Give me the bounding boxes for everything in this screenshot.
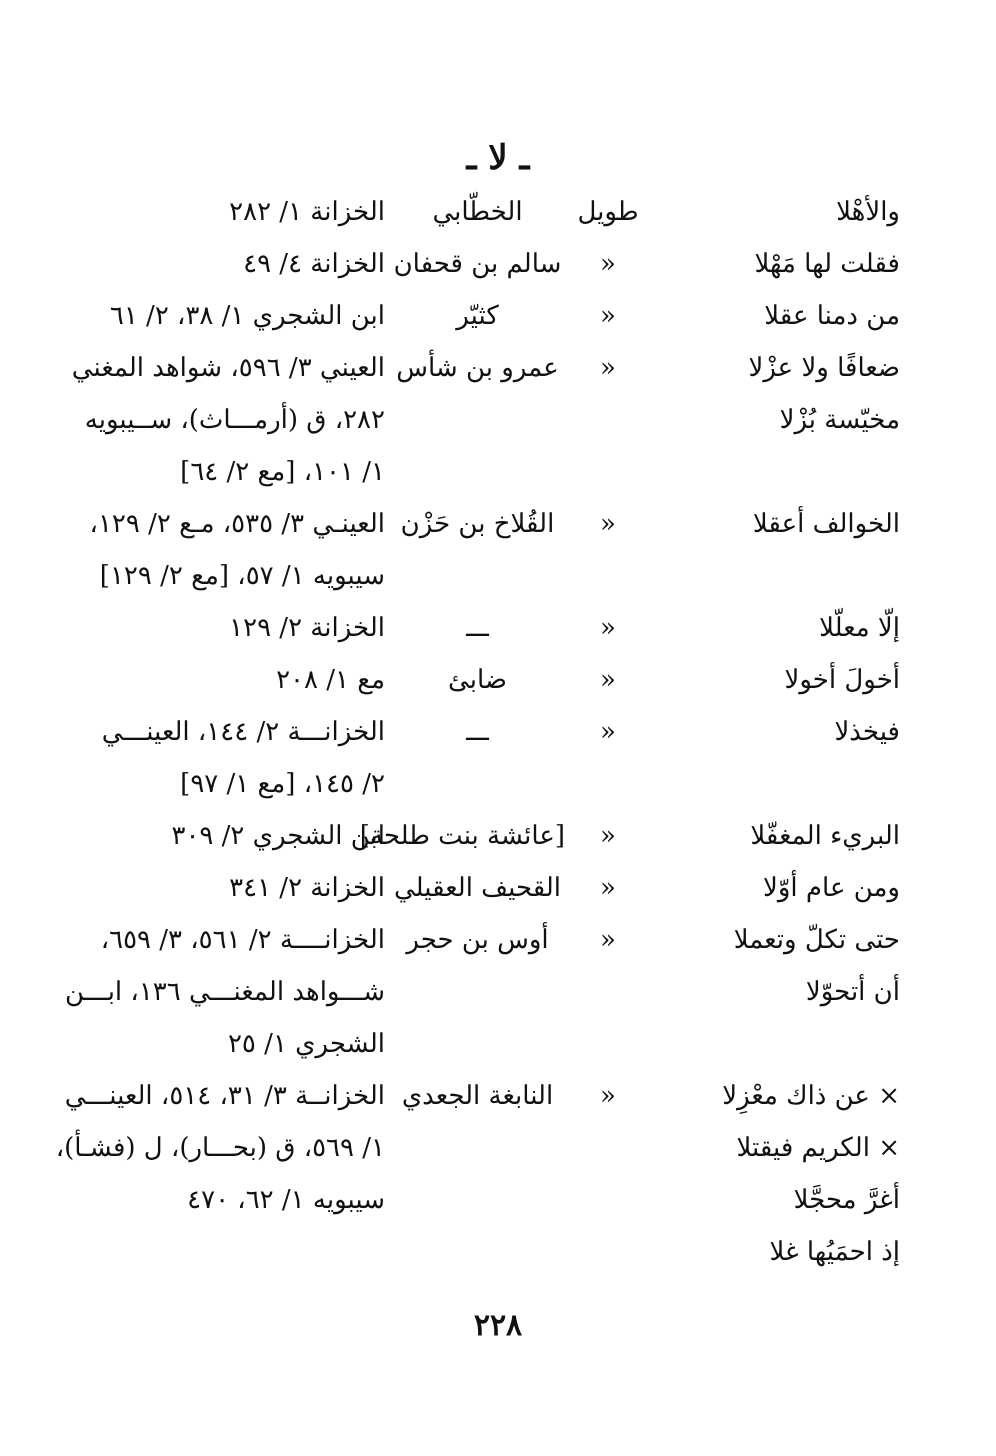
poet-cell: أوس بن حجر [406, 925, 549, 955]
meter-cell: « [600, 925, 616, 955]
meter-cell: « [600, 301, 616, 331]
poet-cell: ضابئ [448, 665, 507, 695]
index-row [60, 498, 910, 550]
source-cell: شـــواهد المغنـــي ١٣٦، ابـــن [65, 977, 385, 1007]
section-title: ـ لا ـ [466, 138, 530, 178]
source-cell: ١/ ٥٦٩، ق (بحـــار)، ل (فشـأ)، [55, 1133, 385, 1163]
index-row [55, 1122, 910, 1174]
index-row [60, 186, 910, 238]
index-row [60, 810, 910, 862]
poet-cell: [عائشة بنت طلحة] [359, 821, 565, 851]
index-row [60, 1070, 910, 1122]
rhyme-verse-cell: حتى تكلّ وتعملا [733, 925, 900, 955]
rhyme-verse-cell: ضعافًا ولا عزْلا [748, 353, 900, 383]
index-row [60, 706, 910, 758]
source-cell: مع ١/ ٢٠٨ [276, 665, 385, 695]
poet-cell: ـــ [466, 717, 489, 747]
source-cell: الخزانة ٢/ ١٢٩ [229, 613, 385, 643]
rhyme-verse-cell: إذ احمَيُها غلا [769, 1237, 900, 1267]
meter-cell: « [600, 509, 616, 539]
index-row [60, 342, 910, 394]
rhyme-verse-cell: والأهْلا [836, 197, 900, 227]
source-cell: الخزانة ١/ ٢٨٢ [229, 197, 385, 227]
index-row [60, 1174, 910, 1226]
meter-cell: « [600, 717, 616, 747]
poet-cell: كثيّر [456, 301, 499, 331]
source-cell: ابن الشجري ١/ ٣٨، ٢/ ٦١ [109, 301, 385, 331]
poet-cell: النابغة الجعدي [401, 1081, 554, 1111]
index-row [60, 862, 910, 914]
source-cell: الخزانة ٤/ ٤٩ [243, 249, 385, 279]
meter-cell: « [600, 1081, 616, 1111]
meter-cell: « [600, 665, 616, 695]
index-row [60, 1226, 910, 1278]
rhyme-verse-cell: من دمنا عقلا [764, 301, 900, 331]
poet-cell: سالم بن قحفان [393, 249, 562, 279]
rhyme-verse-cell: × عن ذاك معْزِلا [722, 1081, 900, 1111]
index-row [60, 758, 910, 810]
source-cell: ابن الشجري ٢/ ٣٠٩ [171, 821, 385, 851]
rhyme-verse-cell: البريء المغفّلا [750, 821, 900, 851]
rhyme-verse-cell: الخوالف أعقلا [752, 509, 900, 539]
index-row [60, 238, 910, 290]
page-number: ٢٢٨ [473, 1308, 523, 1343]
source-cell: ٢/ ١٤٥، [مع ١/ ٩٧] [180, 769, 385, 799]
poet-cell: القحيف العقيلي [393, 873, 562, 903]
source-cell: ١/ ١٠١، [مع ٢/ ٦٤] [180, 457, 385, 487]
source-cell: الشجري ١/ ٢٥ [227, 1029, 385, 1059]
index-row [60, 550, 910, 602]
source-cell: الخزانة ٢/ ٣٤١ [229, 873, 385, 903]
source-cell: الخزانـــة ٢/ ١٤٤، العينـــي [101, 717, 385, 747]
rhyme-verse-cell: أخولَ أخولا [784, 665, 900, 695]
source-cell: ٢٨٢، ق (أرمـــاث)، ســيبويه [84, 405, 385, 435]
rhyme-verse-cell: ومن عام أوّلا [763, 873, 900, 903]
meter-cell: « [600, 353, 616, 383]
source-cell: سيبويه ١/ ٦٢، ٤٧٠ [187, 1185, 385, 1215]
source-cell: الخزانــة ٣/ ٣١، ٥١٤، العينـــي [64, 1081, 385, 1111]
rhyme-verse-cell: أن أتحوّلا [805, 977, 900, 1007]
poet-cell: ـــ [466, 613, 489, 643]
rhyme-verse-cell: × الكريم فيقتلا [736, 1133, 900, 1163]
rhyme-index-table [55, 186, 910, 1278]
meter-cell: « [600, 821, 616, 851]
meter-cell: « [600, 613, 616, 643]
index-row [60, 394, 910, 446]
rhyme-verse-cell: أغرَّ محجَّلا [793, 1185, 900, 1215]
source-cell: العينـي ٣/ ٥٣٥، مـع ٢/ ١٢٩، [89, 509, 385, 539]
poet-cell: الخطّابي [432, 197, 523, 227]
meter-cell: طويل [577, 197, 639, 227]
poet-cell: عمرو بن شأس [396, 353, 559, 383]
index-row [60, 966, 910, 1018]
index-row [60, 602, 910, 654]
meter-cell: « [600, 873, 616, 903]
index-row [60, 290, 910, 342]
index-row [60, 446, 910, 498]
source-cell: الخزانــــة ٢/ ٥٦١، ٣/ ٦٥٩، [100, 925, 385, 955]
meter-cell: « [600, 249, 616, 279]
rhyme-verse-cell: إلّا معلّلا [819, 613, 900, 643]
index-row [60, 914, 910, 966]
index-row [60, 1018, 910, 1070]
poet-cell: القُلاخ بن حَزْن [400, 509, 555, 539]
rhyme-verse-cell: مخيّسة بُزْلا [779, 405, 900, 435]
source-cell: العيني ٣/ ٥٩٦، شواهد المغني [71, 353, 385, 383]
index-row [60, 654, 910, 706]
rhyme-verse-cell: فيخذلا [834, 717, 900, 747]
source-cell: سيبويه ١/ ٥٧، [مع ٢/ ١٢٩] [99, 561, 385, 591]
rhyme-verse-cell: فقلت لها مَهْلا [754, 249, 900, 279]
